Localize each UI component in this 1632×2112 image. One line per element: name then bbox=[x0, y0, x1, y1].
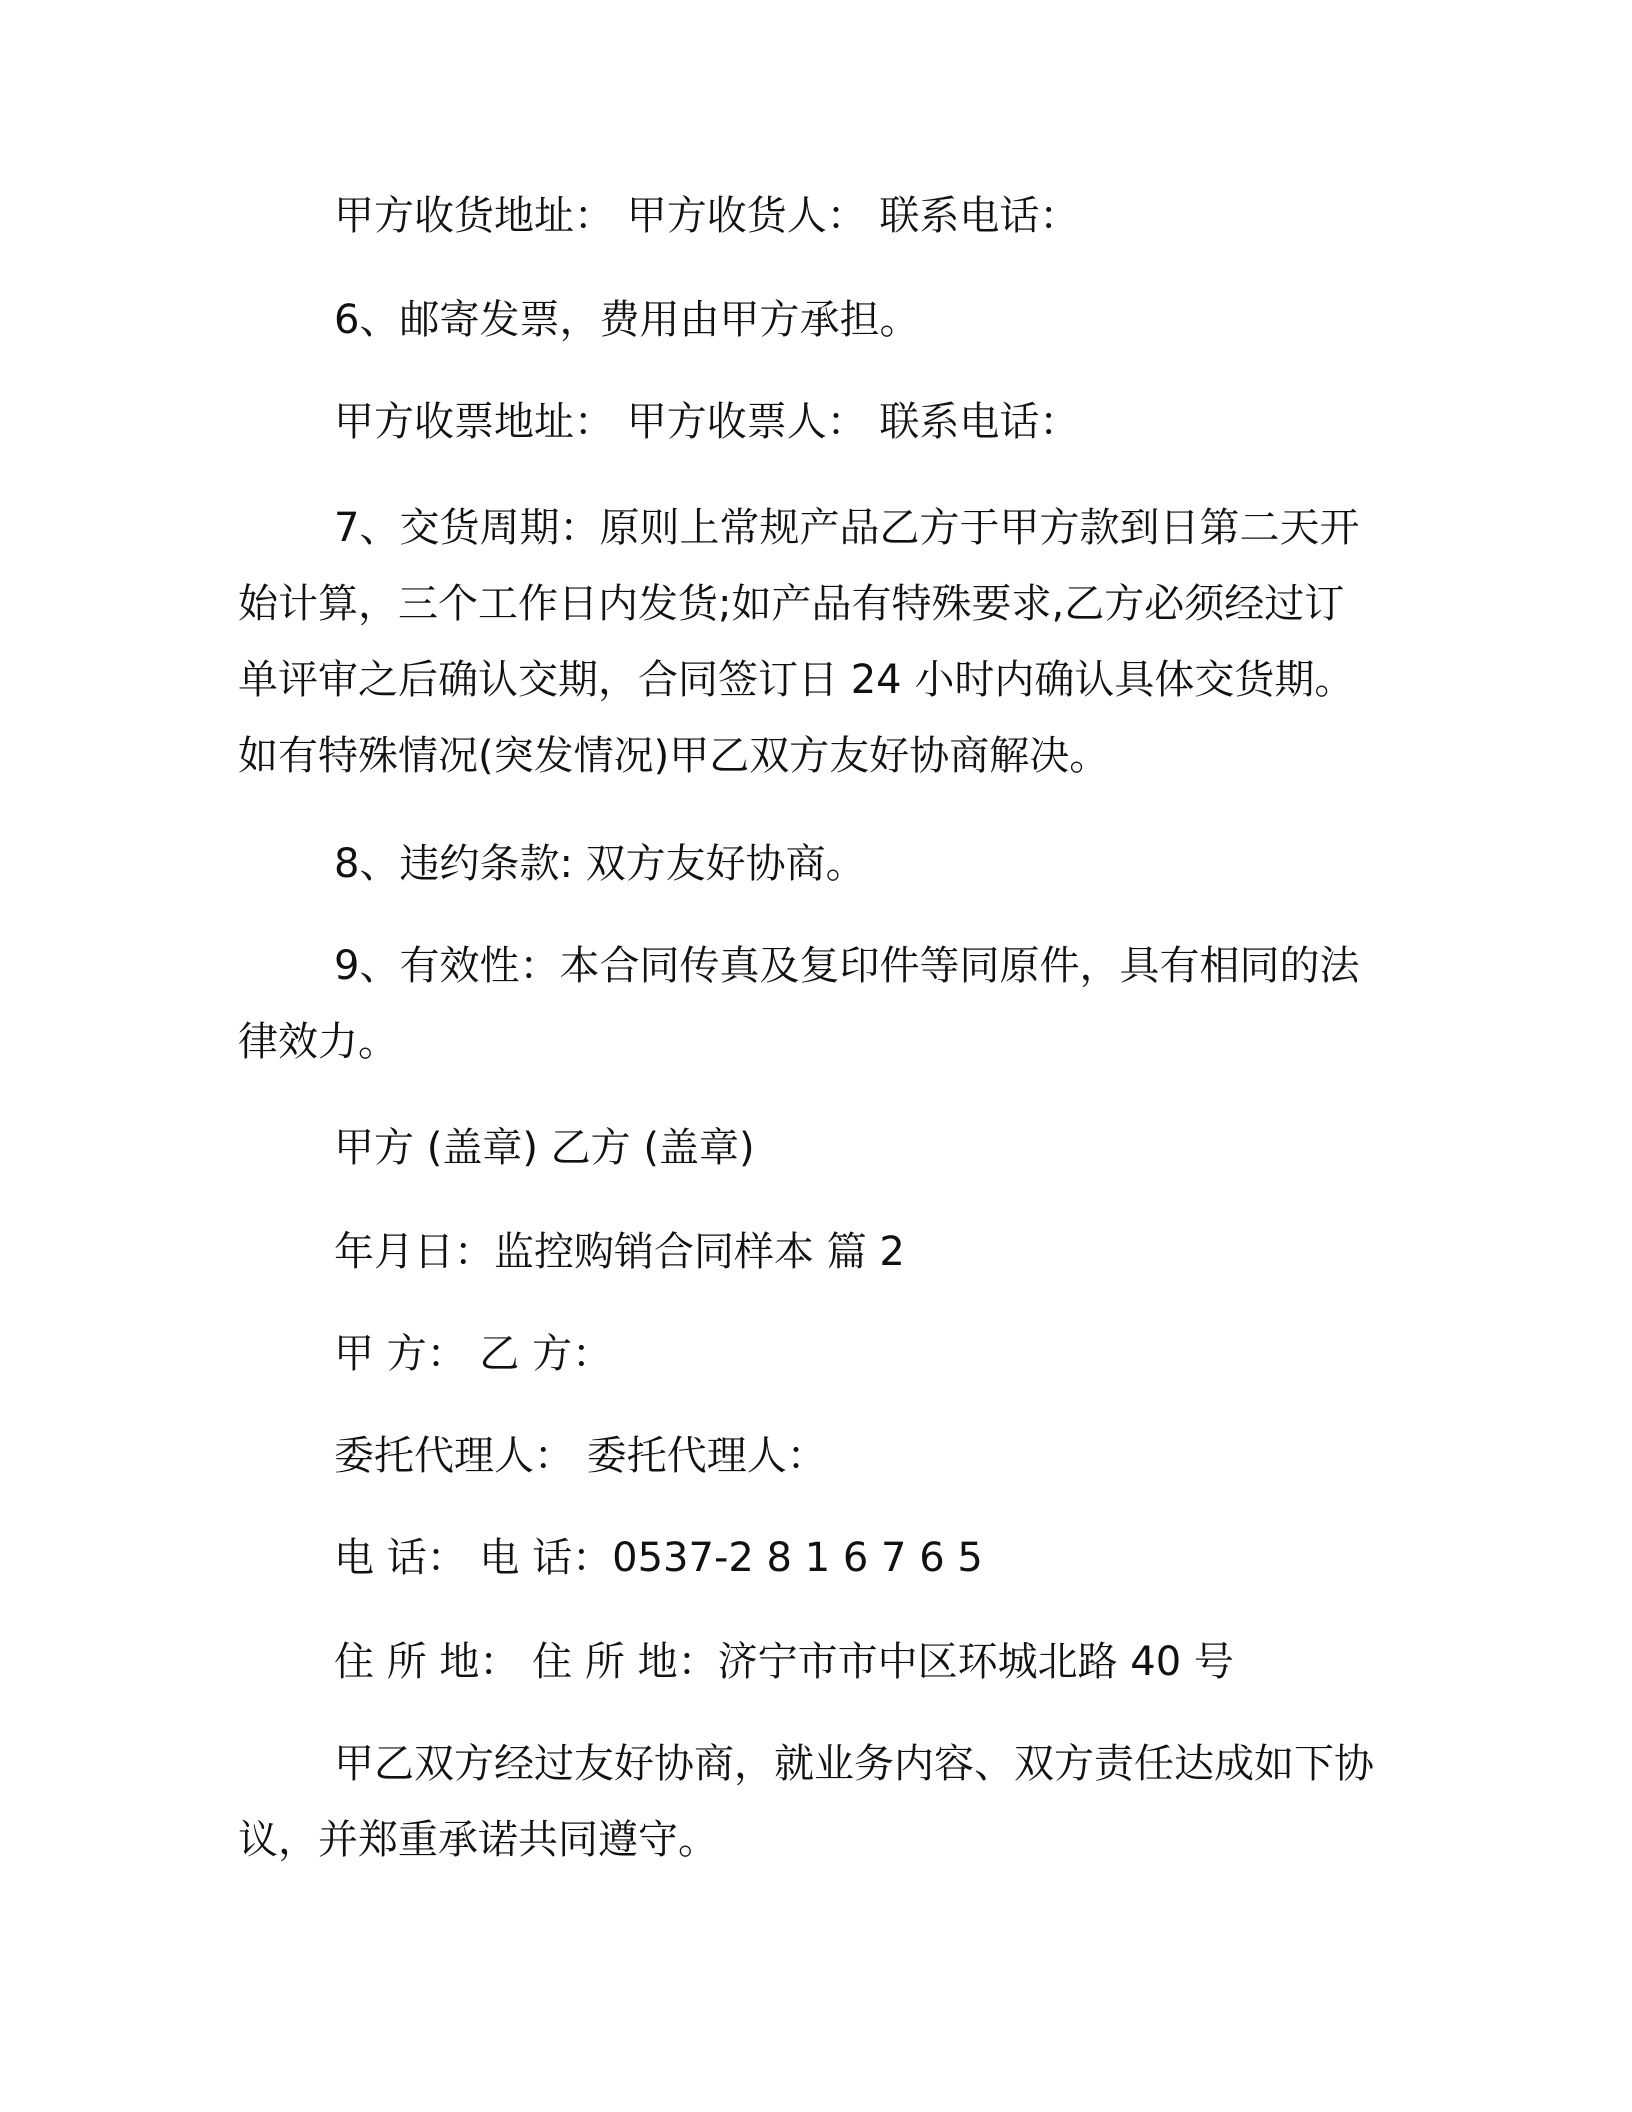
delivery-period-clause: 7、交货周期：原则上常规产品乙方于甲方款到日第二天开始计算，三个工作日内发货;如产品有特殊要求,乙方必须经过订单评审之后确认交期，合同签订日 24 小时内确认具体交货期。如有特殊情况(突发情况)甲乙双方友好协商解决。 bbox=[238, 505, 1360, 779]
invoice-mailing-clause: 6、邮寄发票，费用由甲方承担。 bbox=[334, 297, 920, 343]
agreement-intro-paragraph: 甲乙双方经过友好协商，就业务内容、双方责任达成如下协议，并郑重承诺共同遵守。 bbox=[238, 1741, 1374, 1863]
seal-line: 甲方 (盖章) 乙方 (盖章) bbox=[334, 1125, 755, 1171]
parties-line: 甲 方： 乙 方： bbox=[334, 1331, 613, 1377]
address-line: 住 所 地： 住 所 地：济宁市市中区环城北路 40 号 bbox=[334, 1639, 1234, 1685]
invoice-address-line: 甲方收票地址： 甲方收票人： 联系电话： bbox=[334, 399, 1080, 445]
phone-line: 电 话： 电 话：0537-2 8 1 6 7 6 5 bbox=[334, 1535, 983, 1581]
agent-line: 委托代理人： 委托代理人： bbox=[334, 1433, 827, 1479]
validity-clause: 9、有效性：本合同传真及复印件等同原件，具有相同的法律效力。 bbox=[238, 943, 1360, 1065]
breach-clause: 8、违约条款: 双方友好协商。 bbox=[334, 841, 866, 887]
receiving-address-line: 甲方收货地址： 甲方收货人： 联系电话： bbox=[334, 193, 1080, 239]
date-title-line: 年月日：监控购销合同样本 篇 2 bbox=[334, 1229, 905, 1275]
